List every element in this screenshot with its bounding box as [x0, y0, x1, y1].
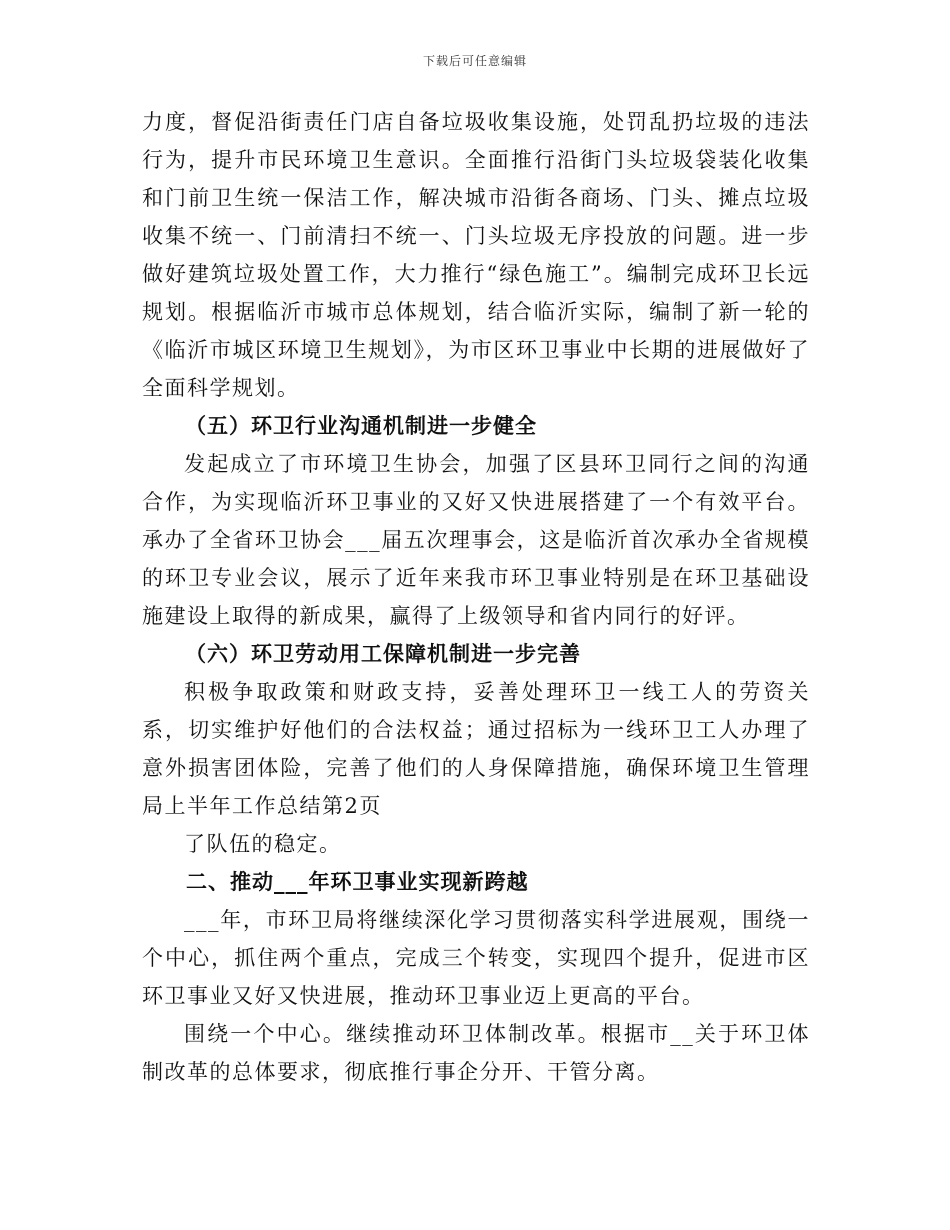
paragraph-2: 发起成立了市环境卫生协会，加强了区县环卫同行之间的沟通合作，为实现临沂环卫事业的又好又快进展搭建了一个有效平台。承办了全省环卫协会___届五次理事会，这是临沂首次承办全省规模的环卫专业会议，展示了近年来我市环卫事业特别是在环卫基础设施建设上取得的新成果，赢得了上级领导和省内同行的好评。 [142, 452, 810, 628]
chapter-heading-2: 二、推动___年环卫事业实现新跨越 [186, 870, 529, 894]
section-heading-6: （六）环卫劳动用工保障机制进一步完善 [185, 642, 581, 666]
paragraph-4: 了队伍的稳定。 [184, 832, 342, 856]
paragraph-5: ___年，市环卫局将继续深化学习贯彻落实科学进展观，围绕一个中心，抓住两个重点，完成三个转变，实现四个提升，促进市区环卫事业又好又快进展，推动环卫事业迈上更高的平台。 [142, 908, 810, 1008]
document-body [142, 103, 810, 1091]
paragraph-6: 围绕一个中心。继续推动环卫体制改革。根据市__关于环卫体制改革的总体要求，彻底推行事企分开、干管分离。 [142, 1022, 810, 1084]
section-heading-5: （五）环卫行业沟通机制进一步健全 [185, 414, 537, 438]
paragraph-3: 积极争取政策和财政支持，妥善处理环卫一线工人的劳资关系，切实维护好他们的合法权益；通过招标为一线环卫工人办理了意外损害团体险，完善了他们的人身保障措施，确保环境卫生管理局上半年工作总结第2页 [142, 680, 810, 818]
paragraph-1: 力度，督促沿街责任门店自备垃圾收集设施，处罚乱扔垃圾的违法行为，提升市民环境卫生意识。全面推行沿街门头垃圾袋装化收集和门前卫生统一保洁工作，解决城市沿街各商场、门头、摊点垃圾收集不统一、门前清扫不统一、门头垃圾无序投放的问题。进一步做好建筑垃圾处置工作，大力推行“绿色施工”。编制完成环卫长远规划。根据临沂市城市总体规划，结合临沂实际，编制了新一轮的《临沂市城区环境卫生规划》，为市区环卫事业中长期的进展做好了全面科学规划。 [142, 110, 810, 400]
page-header: 下载后可任意编辑 [422, 54, 527, 68]
